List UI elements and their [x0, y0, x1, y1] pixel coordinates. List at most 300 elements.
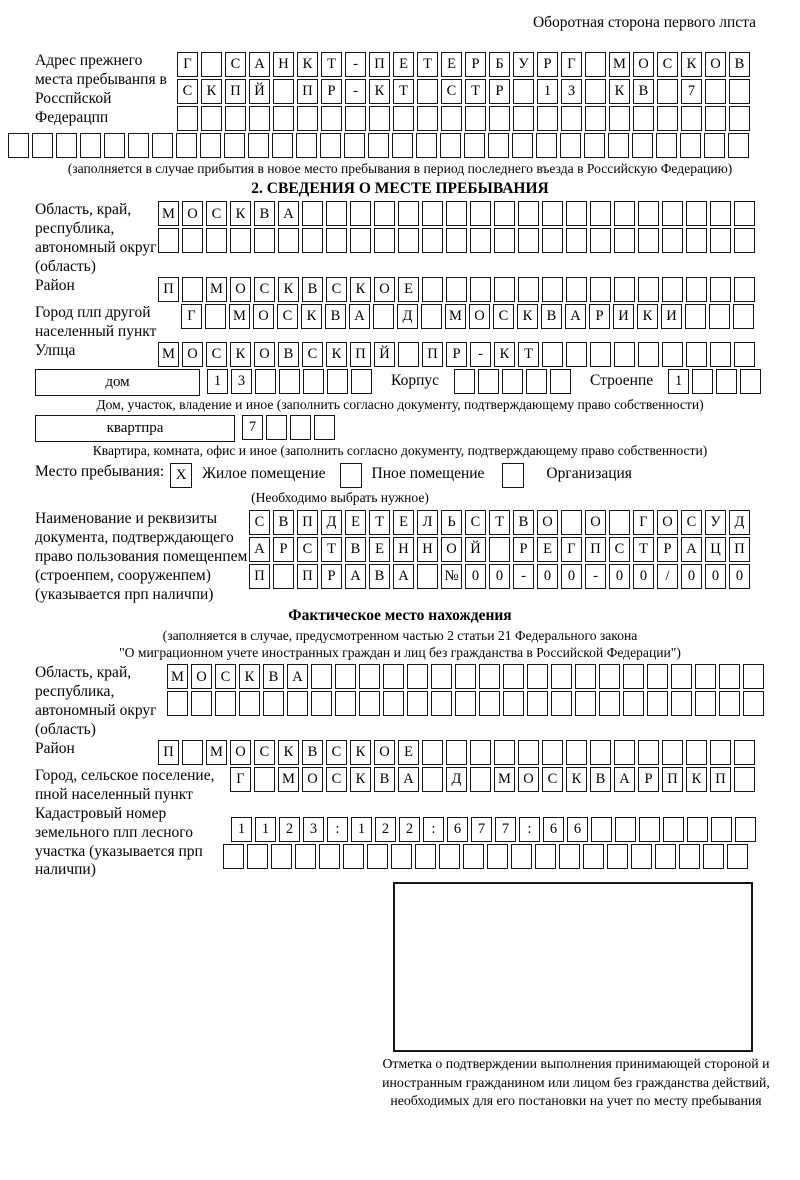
char-cell: К: [566, 767, 587, 792]
char-cell: [687, 817, 708, 842]
char-cell: В: [541, 304, 562, 329]
char-cell: [273, 106, 294, 131]
char-cell: [8, 133, 29, 158]
char-cell: 0: [489, 564, 510, 589]
char-cell: №: [441, 564, 462, 589]
char-cell: [455, 691, 476, 716]
char-cell: [422, 740, 443, 765]
char-cell: У: [513, 52, 534, 77]
char-cell: [585, 79, 606, 104]
char-cell: [393, 106, 414, 131]
char-cell: 3: [303, 817, 324, 842]
char-cell: [368, 133, 389, 158]
char-cell: [470, 277, 491, 302]
fact-district-block: [35, 740, 795, 767]
char-cell: [590, 740, 611, 765]
char-cell: [56, 133, 77, 158]
char-cell: [703, 844, 724, 869]
char-cell: С: [215, 664, 236, 689]
char-cell: 2: [399, 817, 420, 842]
apartment-row: [35, 415, 795, 442]
char-cell: 6: [543, 817, 564, 842]
char-cell: [599, 691, 620, 716]
char-cell: Т: [321, 52, 342, 77]
char-cell: [681, 106, 702, 131]
char-cell: [326, 228, 347, 253]
char-cell: П: [225, 79, 246, 104]
char-cell: Т: [369, 510, 390, 535]
char-cell: О: [254, 342, 275, 367]
cadastral-label: Кадастровый номер земельного плп лесного участка (указывается прп наличпи): [35, 804, 203, 879]
char-cell: [494, 228, 515, 253]
char-cell: К: [350, 767, 371, 792]
char-cell: М: [158, 201, 179, 226]
char-cell: [479, 664, 500, 689]
char-cell: П: [158, 740, 179, 765]
char-cell: С: [609, 537, 630, 562]
char-cell: [321, 106, 342, 131]
page-side-note: Оборотная сторона первого лпста: [532, 14, 756, 31]
char-cell: П: [249, 564, 270, 589]
char-cell: [518, 740, 539, 765]
char-cell: С: [326, 767, 347, 792]
korpus-label: Корпус: [391, 371, 439, 389]
char-cell: [374, 201, 395, 226]
char-cell: Г: [561, 52, 582, 77]
char-cell: А: [393, 564, 414, 589]
char-cell: [686, 740, 707, 765]
char-cell: П: [585, 537, 606, 562]
char-cell: Е: [393, 52, 414, 77]
char-cell: Р: [446, 342, 467, 367]
char-cell: [591, 817, 612, 842]
char-cell: [158, 228, 179, 253]
char-cell: 0: [561, 564, 582, 589]
cadastral-row-1: [231, 817, 759, 842]
char-cell: А: [278, 201, 299, 226]
char-cell: [182, 740, 203, 765]
char-cell: А: [249, 52, 270, 77]
char-cell: 1: [207, 369, 228, 394]
char-cell: О: [441, 537, 462, 562]
char-cell: [710, 277, 731, 302]
char-cell: 6: [567, 817, 588, 842]
char-cell: [230, 228, 251, 253]
char-cell: Г: [230, 767, 251, 792]
char-cell: П: [710, 767, 731, 792]
char-cell: Д: [446, 767, 467, 792]
char-cell: И: [661, 304, 682, 329]
char-cell: И: [613, 304, 634, 329]
char-cell: К: [278, 277, 299, 302]
char-cell: О: [302, 767, 323, 792]
char-cell: Д: [729, 510, 750, 535]
char-cell: В: [374, 767, 395, 792]
char-cell: 0: [729, 564, 750, 589]
district-block: [35, 277, 795, 304]
char-cell: М: [445, 304, 466, 329]
char-cell: [638, 342, 659, 367]
char-cell: [590, 201, 611, 226]
char-cell: [422, 228, 443, 253]
char-cell: [239, 691, 260, 716]
section3-note-1: (заполняется в случае, предусмотренном частью 2 статьи 21 Федерального закона: [162, 627, 638, 643]
char-cell: П: [422, 342, 443, 367]
char-cell: [559, 844, 580, 869]
char-cell: [417, 564, 438, 589]
char-cell: О: [469, 304, 490, 329]
char-cell: [489, 106, 510, 131]
char-cell: [297, 106, 318, 131]
char-cell: 7: [471, 817, 492, 842]
char-cell: К: [230, 342, 251, 367]
char-cell: :: [327, 817, 348, 842]
fact-city-block: [35, 767, 795, 805]
char-cell: [255, 369, 276, 394]
section2-title: 2. СВЕДЕНИЯ О МЕСТЕ ПРЕБЫВАНИЯ: [251, 180, 549, 198]
char-cell: [716, 369, 737, 394]
char-cell: [391, 844, 412, 869]
char-cell: К: [681, 52, 702, 77]
char-cell: К: [369, 79, 390, 104]
char-cell: К: [350, 277, 371, 302]
char-cell: Т: [489, 510, 510, 535]
char-cell: [177, 106, 198, 131]
place-type-row: [35, 463, 795, 488]
char-cell: П: [729, 537, 750, 562]
char-cell: Р: [273, 537, 294, 562]
district-row: [158, 277, 758, 302]
char-cell: О: [657, 510, 678, 535]
char-cell: 0: [705, 564, 726, 589]
char-cell: Е: [393, 510, 414, 535]
char-cell: 1: [537, 79, 558, 104]
document-label: Наименование и реквизиты документа, подтверждающего право пользования помещенпем (строенпем, сооруженпем) (указывается прп наличпи): [35, 510, 248, 603]
char-cell: Ц: [705, 537, 726, 562]
char-cell: [734, 228, 755, 253]
char-cell: [494, 277, 515, 302]
char-cell: Р: [537, 52, 558, 77]
char-cell: [685, 304, 706, 329]
char-cell: О: [374, 277, 395, 302]
char-cell: [704, 133, 725, 158]
char-cell: 2: [375, 817, 396, 842]
fact-region-label: Область, край, республика, автономный округ (область): [35, 664, 157, 739]
char-cell: П: [369, 52, 390, 77]
char-cell: С: [542, 767, 563, 792]
char-cell: [692, 369, 713, 394]
stroenie-cells: [668, 369, 764, 394]
char-cell: [614, 740, 635, 765]
char-cell: 7: [681, 79, 702, 104]
char-cell: [279, 369, 300, 394]
prev-address-row-4: [8, 133, 795, 158]
char-cell: С: [277, 304, 298, 329]
char-cell: [464, 133, 485, 158]
char-cell: [254, 767, 275, 792]
char-cell: О: [537, 510, 558, 535]
char-cell: -: [585, 564, 606, 589]
char-cell: [470, 201, 491, 226]
house-row: [35, 369, 795, 396]
char-cell: М: [609, 52, 630, 77]
char-cell: [350, 201, 371, 226]
char-cell: А: [565, 304, 586, 329]
char-cell: [518, 228, 539, 253]
char-cell: [550, 369, 571, 394]
prev-address-row-3: [177, 106, 753, 131]
char-cell: [369, 106, 390, 131]
char-cell: М: [206, 740, 227, 765]
char-cell: [431, 664, 452, 689]
char-cell: [623, 664, 644, 689]
char-cell: [657, 79, 678, 104]
char-cell: [584, 133, 605, 158]
char-cell: [560, 133, 581, 158]
char-cell: О: [374, 740, 395, 765]
char-cell: [327, 369, 348, 394]
char-cell: [417, 106, 438, 131]
fact-region-rows: [167, 664, 767, 718]
char-cell: В: [345, 537, 366, 562]
char-cell: [734, 201, 755, 226]
char-cell: [422, 767, 443, 792]
char-cell: [633, 106, 654, 131]
char-cell: [205, 304, 226, 329]
char-cell: [287, 691, 308, 716]
char-cell: [128, 133, 149, 158]
char-cell: Г: [181, 304, 202, 329]
char-cell: [608, 133, 629, 158]
char-cell: [254, 228, 275, 253]
char-cell: [176, 133, 197, 158]
char-cell: [537, 106, 558, 131]
char-cell: [647, 664, 668, 689]
stamp-box: [393, 882, 753, 1052]
char-cell: Н: [273, 52, 294, 77]
char-cell: [662, 277, 683, 302]
char-cell: [295, 844, 316, 869]
char-cell: [454, 369, 475, 394]
char-cell: Т: [633, 537, 654, 562]
region-row-1: [158, 201, 758, 226]
option-organization-label: Организация: [546, 464, 632, 482]
char-cell: [215, 691, 236, 716]
char-cell: [743, 691, 764, 716]
char-cell: К: [637, 304, 658, 329]
char-cell: -: [470, 342, 491, 367]
char-cell: [680, 133, 701, 158]
char-cell: А: [287, 664, 308, 689]
char-cell: [446, 277, 467, 302]
char-cell: В: [513, 510, 534, 535]
cadastral-rows: [223, 817, 759, 871]
char-cell: С: [177, 79, 198, 104]
char-cell: С: [657, 52, 678, 77]
char-cell: Й: [465, 537, 486, 562]
district-label: Район: [35, 277, 75, 295]
char-cell: [249, 106, 270, 131]
char-cell: [415, 844, 436, 869]
char-cell: -: [513, 564, 534, 589]
char-cell: Р: [657, 537, 678, 562]
char-cell: [367, 844, 388, 869]
char-cell: О: [705, 52, 726, 77]
document-row-1: [249, 510, 753, 535]
char-cell: Т: [417, 52, 438, 77]
char-cell: [686, 228, 707, 253]
char-cell: С: [465, 510, 486, 535]
region-block: [35, 201, 795, 277]
place-type-note: (Необходимо выбрать нужное): [251, 489, 429, 505]
char-cell: [542, 740, 563, 765]
char-cell: В: [278, 342, 299, 367]
char-cell: К: [494, 342, 515, 367]
char-cell: [734, 277, 755, 302]
char-cell: К: [278, 740, 299, 765]
option-other-premises-label: Пное помещение: [371, 464, 485, 482]
fact-region-block: [35, 664, 795, 740]
char-cell: [638, 740, 659, 765]
char-cell: Р: [513, 537, 534, 562]
char-cell: [80, 133, 101, 158]
char-cell: [446, 228, 467, 253]
char-cell: [561, 510, 582, 535]
char-cell: Б: [489, 52, 510, 77]
char-cell: О: [230, 277, 251, 302]
char-cell: [350, 228, 371, 253]
char-cell: [734, 342, 755, 367]
char-cell: [383, 664, 404, 689]
char-cell: [311, 664, 332, 689]
char-cell: [590, 228, 611, 253]
char-cell: 0: [465, 564, 486, 589]
char-cell: [351, 369, 372, 394]
char-cell: [319, 844, 340, 869]
char-cell: [536, 133, 557, 158]
char-cell: В: [633, 79, 654, 104]
char-cell: [359, 664, 380, 689]
char-cell: М: [158, 342, 179, 367]
char-cell: К: [239, 664, 260, 689]
char-cell: [488, 133, 509, 158]
char-cell: [326, 201, 347, 226]
char-cell: О: [633, 52, 654, 77]
char-cell: [647, 691, 668, 716]
char-cell: [719, 664, 740, 689]
char-cell: [671, 691, 692, 716]
char-cell: [638, 228, 659, 253]
document-row-3: [249, 564, 753, 589]
char-cell: В: [273, 510, 294, 535]
checkbox-organization: [502, 463, 524, 488]
char-cell: [686, 277, 707, 302]
char-cell: [518, 201, 539, 226]
char-cell: [182, 228, 203, 253]
char-cell: Е: [398, 740, 419, 765]
char-cell: [526, 369, 547, 394]
apartment-number-cells: [242, 415, 338, 440]
char-cell: О: [182, 201, 203, 226]
char-cell: -: [345, 52, 366, 77]
place-type-label: Место пребывания:: [35, 462, 165, 480]
char-cell: [566, 740, 587, 765]
char-cell: Н: [393, 537, 414, 562]
char-cell: [733, 304, 754, 329]
prev-address-rows: [177, 52, 753, 133]
char-cell: [311, 691, 332, 716]
char-cell: -: [345, 79, 366, 104]
char-cell: С: [681, 510, 702, 535]
char-cell: Р: [321, 564, 342, 589]
char-cell: /: [657, 564, 678, 589]
char-cell: [542, 342, 563, 367]
char-cell: [345, 106, 366, 131]
fact-city-label: Город, сельское поселение, пной населенный пункт: [35, 766, 215, 803]
char-cell: В: [325, 304, 346, 329]
street-row: [158, 342, 758, 367]
char-cell: Т: [465, 79, 486, 104]
prev-address-row-1: [177, 52, 753, 77]
char-cell: С: [326, 277, 347, 302]
char-cell: Р: [638, 767, 659, 792]
char-cell: [575, 664, 596, 689]
char-cell: 1: [668, 369, 689, 394]
char-cell: 6: [447, 817, 468, 842]
char-cell: 0: [633, 564, 654, 589]
char-cell: П: [297, 79, 318, 104]
char-cell: 2: [279, 817, 300, 842]
char-cell: [359, 691, 380, 716]
char-cell: 0: [609, 564, 630, 589]
house-note: Дом, участок, владение и иное (заполнить согласно документу, подтверждающему право собственности): [96, 396, 704, 412]
char-cell: [631, 844, 652, 869]
char-cell: [200, 133, 221, 158]
char-cell: Г: [561, 537, 582, 562]
char-cell: Л: [417, 510, 438, 535]
house-number-cells: [207, 369, 375, 394]
char-cell: [470, 740, 491, 765]
char-cell: Е: [345, 510, 366, 535]
char-cell: Г: [177, 52, 198, 77]
char-cell: [502, 369, 523, 394]
prev-address-row-2: [177, 79, 753, 104]
char-cell: [566, 228, 587, 253]
char-cell: [585, 52, 606, 77]
char-cell: [470, 228, 491, 253]
char-cell: [614, 201, 635, 226]
char-cell: [686, 201, 707, 226]
char-cell: [614, 342, 635, 367]
char-cell: Д: [321, 510, 342, 535]
document-row-2: [249, 537, 753, 562]
cadastral-row-2: [223, 844, 759, 869]
char-cell: [296, 133, 317, 158]
char-cell: [566, 342, 587, 367]
char-cell: К: [297, 52, 318, 77]
char-cell: А: [349, 304, 370, 329]
char-cell: Н: [417, 537, 438, 562]
city-label: Город плп другой населенный пункт: [35, 304, 157, 340]
char-cell: Г: [633, 510, 654, 535]
char-cell: [223, 844, 244, 869]
char-cell: [614, 277, 635, 302]
char-cell: [662, 228, 683, 253]
char-cell: К: [609, 79, 630, 104]
char-cell: С: [302, 342, 323, 367]
char-cell: [470, 767, 491, 792]
char-cell: П: [662, 767, 683, 792]
